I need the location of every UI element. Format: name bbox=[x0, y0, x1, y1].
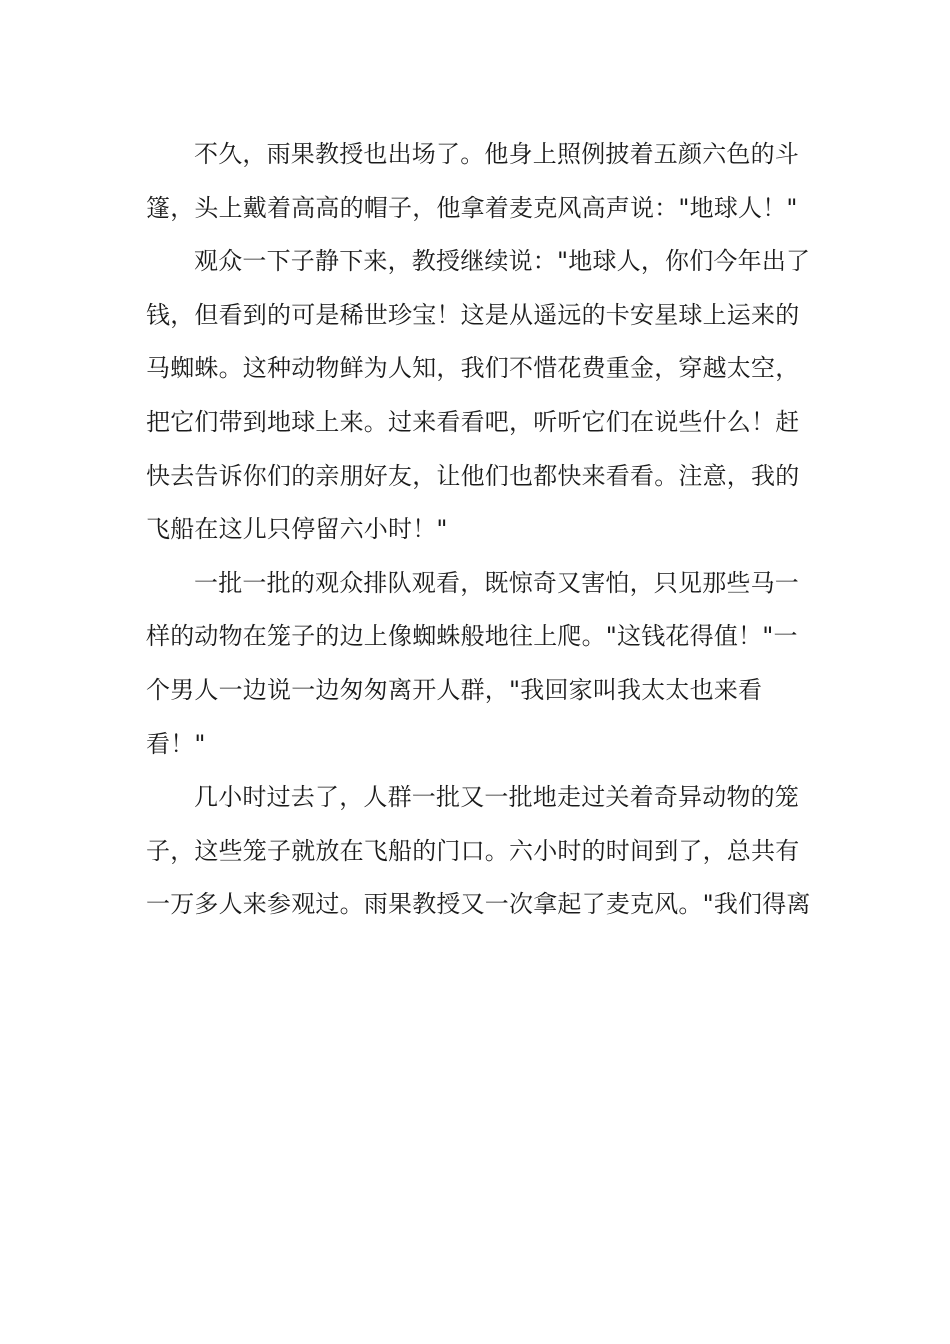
text-line: 子，这些笼子就放在飞船的门口。六小时的时间到了，总共有 bbox=[146, 836, 800, 865]
text-line: 钱，但看到的可是稀世珍宝！这是从遥远的卡安星球上运来的 bbox=[146, 300, 800, 329]
text-line: 把它们带到地球上来。过来看看吧，听听它们在说些什么！赶 bbox=[146, 407, 800, 436]
text-line: 看！" bbox=[146, 729, 206, 758]
text-line: 飞船在这儿只停留六小时！" bbox=[146, 515, 448, 544]
story-text bbox=[146, 128, 816, 932]
text-line: 几小时过去了，人群一批又一批地走过关着奇异动物的笼 bbox=[194, 783, 799, 812]
text-line: 观众一下子静下来，教授继续说："地球人，你们今年出了 bbox=[194, 247, 811, 276]
text-line: 一万多人来参观过。雨果教授又一次拿起了麦克风。"我们得离 bbox=[146, 890, 811, 919]
text-line: 快去告诉你们的亲朋好友，让他们也都快来看看。注意，我的 bbox=[146, 461, 800, 490]
text-line: 不久，雨果教授也出场了。他身上照例披着五颜六色的斗 bbox=[194, 140, 799, 168]
text-line: 马蜘蛛。这种动物鲜为人知，我们不惜花费重金，穿越太空， bbox=[146, 354, 800, 383]
text-line: 一批一批的观众排队观看，既惊奇又害怕，只见那些马一 bbox=[194, 568, 799, 597]
text-line: 个男人一边说一边匆匆离开人群，"我回家叫我太太也来看 bbox=[146, 675, 763, 704]
text-line: 篷，头上戴着高高的帽子，他拿着麦克风高声说："地球人！" bbox=[146, 193, 798, 222]
text-line: 样的动物在笼子的边上像蜘蛛般地往上爬。"这钱花得值！"一 bbox=[146, 622, 798, 651]
